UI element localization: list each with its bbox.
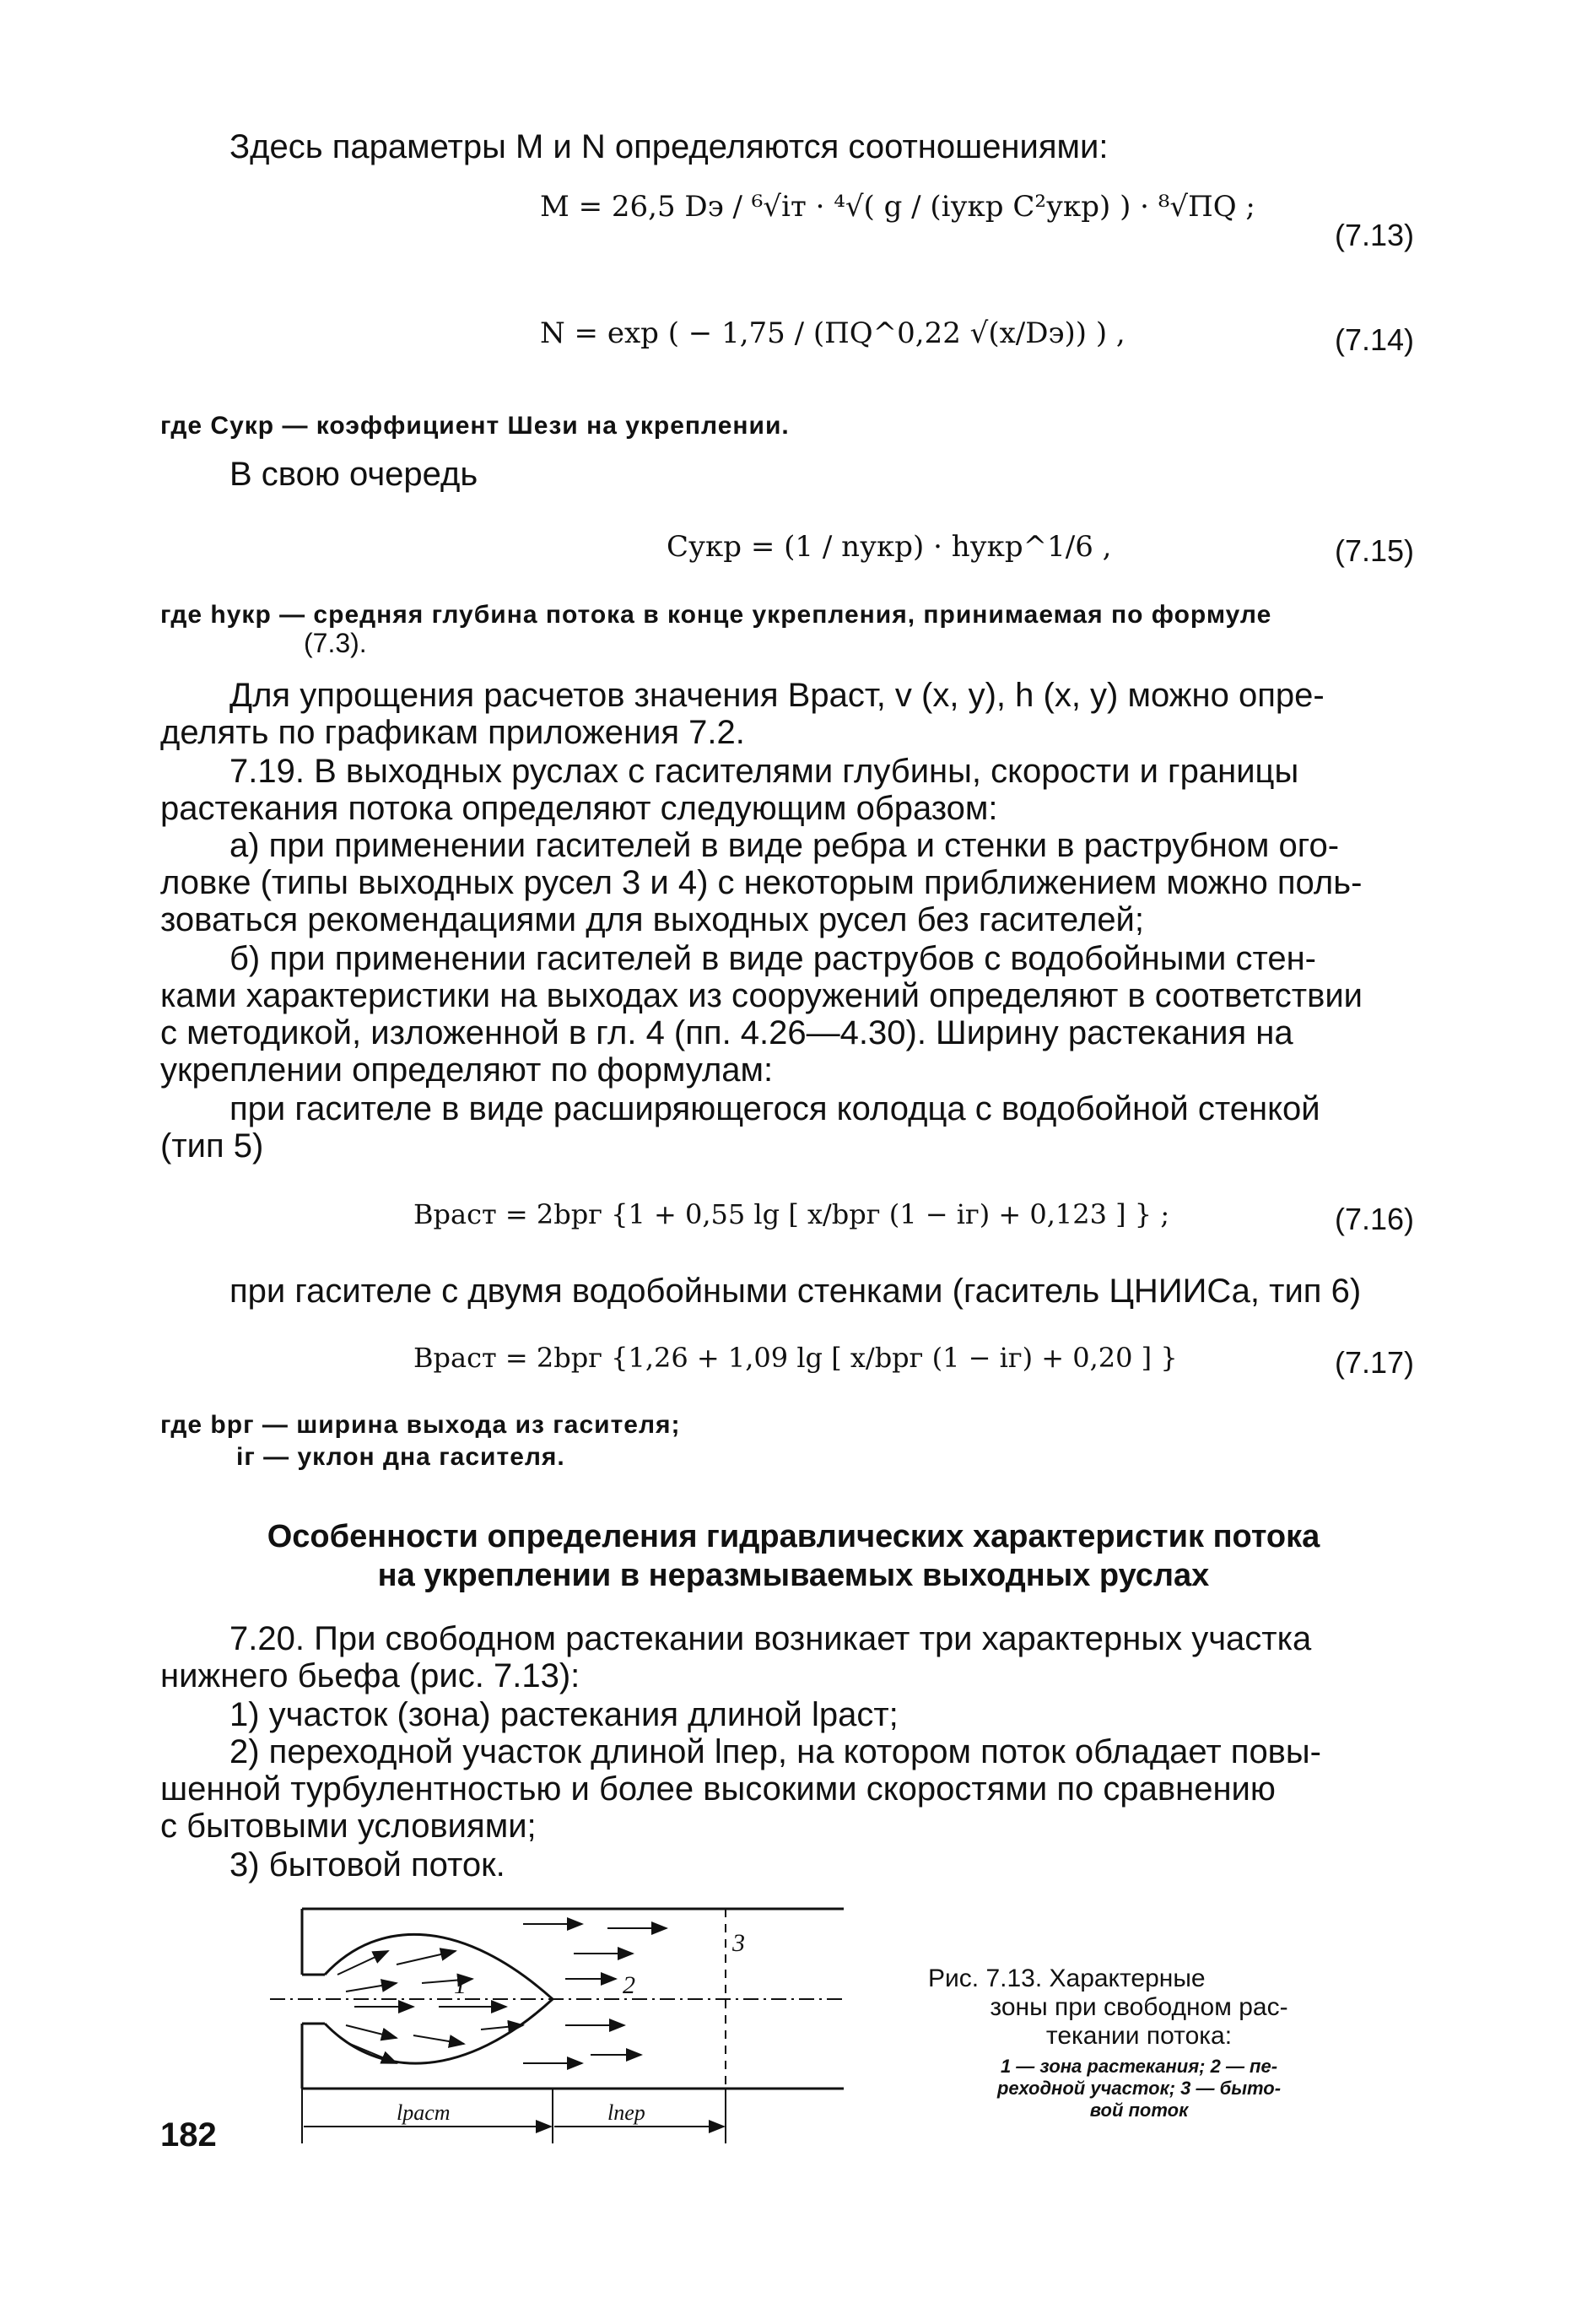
eq-number-7-17: (7.17): [1334, 1345, 1414, 1380]
formula-7-13: M = 26,5 Dэ / ⁶√iт · ⁴√( g / (iукр C²укр) ) · ⁸√ПQ ;: [540, 190, 1255, 224]
figure-legend-line-3: вой поток: [1089, 2100, 1189, 2121]
para-a-line-2: ловке (типы выходных русел 3 и 4) с некоторым приближением можно поль-: [160, 864, 1363, 901]
para-720-line-1: 7.20. При свободном растекании возникает три характерных участка: [229, 1620, 1312, 1657]
formula-7-17: Bраст = 2bрг {1,26 + 1,09 lg [ x/bрг (1 − iг) + 0,20 ] }: [413, 1342, 1178, 1374]
formula-7-15: Cукр = (1 / nукр) · hукр^1/6 ,: [667, 530, 1112, 564]
para-b-line-1: б) при применении гасителей в виде раструбов с водобойными стен-: [229, 940, 1316, 977]
para-simplify-line-2: делять по графикам приложения 7.2.: [160, 714, 745, 751]
eq-number-7-14: (7.14): [1334, 322, 1414, 357]
list-item-1: 1) участок (зона) растекания длиной lраст;: [229, 1696, 899, 1733]
eq-number-7-13: (7.13): [1334, 218, 1414, 252]
para-720-line-2: нижнего бьефа (рис. 7.13):: [160, 1657, 580, 1694]
section-heading-line-1: Особенности определения гидравлических характеристик потока: [267, 1519, 1320, 1554]
section-heading-line-2: на укреплении в неразмываемых выходных руслах: [377, 1558, 1210, 1593]
para-b-line-4: укреплении определяют по формулам:: [160, 1051, 774, 1089]
where-hukr-text: где hукр — средняя глубина потока в конце укрепления, принимаемая по формуле: [160, 601, 1272, 629]
para-a-line-1: а) при применении гасителей в виде ребра и стенки в раструбном ого-: [229, 827, 1340, 864]
formula-7-16: Bраст = 2bрг {1 + 0,55 lg [ x/bрг (1 − iг) + 0,123 ] } ;: [413, 1198, 1170, 1230]
eq-number-7-15: (7.15): [1334, 533, 1414, 568]
where-brg-text: где bрг — ширина выхода из гасителя;: [160, 1411, 681, 1439]
list-item-2-line-2: шенной турбулентностью и более высокими скоростями по сравнению: [160, 1770, 1276, 1808]
figure-7-13-diagram: [253, 1899, 861, 2169]
figure-caption-line-2: зоны при свободном рас-: [990, 1993, 1288, 2021]
para-simplify-line-1: Для упрощения расчетов значения Bраст, v (x, y), h (x, y) можно опре-: [229, 677, 1325, 714]
para-c-line-1: при гасителе в виде расширяющегося колодца с водобойной стенкой: [229, 1090, 1320, 1127]
para-719-line-2: растекания потока определяют следующим образом:: [160, 790, 998, 827]
intro-text: Здесь параметры M и N определяются соотношениями:: [229, 128, 1109, 165]
para-c-line-2: (тип 5): [160, 1127, 264, 1165]
l-per-label: lпер: [607, 2100, 645, 2125]
figure-caption-line-3: текании потока:: [1045, 2022, 1233, 2050]
figure-caption-line-1: Рис. 7.13. Характерные: [928, 1965, 1206, 1992]
para-a-line-3: зоваться рекомендациями для выходных русел без гасителей;: [160, 901, 1145, 938]
list-item-2-line-1: 2) переходной участок длиной lпер, на котором поток обладает повы-: [229, 1733, 1322, 1770]
where-cukr-text: где Cукр — коэффициент Шези на укреплении.: [160, 412, 790, 440]
para-d-line-1: при гасителе с двумя водобойными стенками (гаситель ЦНИИСа, тип 6): [229, 1273, 1362, 1310]
list-item-3: 3) бытовой поток.: [229, 1846, 505, 1884]
eq-number-7-16: (7.16): [1334, 1202, 1414, 1236]
l-rast-label: lраст: [397, 2100, 451, 2125]
para-719-line-1: 7.19. В выходных руслах с гасителями глубины, скорости и границы: [229, 753, 1299, 790]
where-ig-text: iг — уклон дна гасителя.: [236, 1443, 565, 1471]
in-turn-text: В свою очередь: [229, 456, 478, 493]
zone-3-label: 3: [732, 1929, 745, 1957]
zone-2-label: 2: [623, 1971, 635, 1999]
para-b-line-2: ками характеристики на выходах из сооружений определяют в соответствии: [160, 977, 1363, 1014]
para-b-line-3: с методикой, изложенной в гл. 4 (пп. 4.26—4.30). Ширину растекания на: [160, 1014, 1293, 1051]
figure-legend-line-1: 1 — зона растекания; 2 — пе-: [1000, 2056, 1278, 2077]
formula-7-14: N = exp ( − 1,75 / (ПQ^0,22 √(x/Dэ)) ) ,: [540, 316, 1125, 350]
zone-1-label: 1: [454, 1971, 467, 1999]
spreading-zone-lower-boundary: [325, 1999, 553, 2063]
list-item-2-line-3: с бытовыми условиями;: [160, 1808, 537, 1845]
page-number: 182: [160, 2116, 217, 2154]
figure-legend-line-2: реходной участок; 3 — быто-: [996, 2078, 1282, 2099]
where-hukr-ref: (7.3).: [304, 628, 367, 658]
